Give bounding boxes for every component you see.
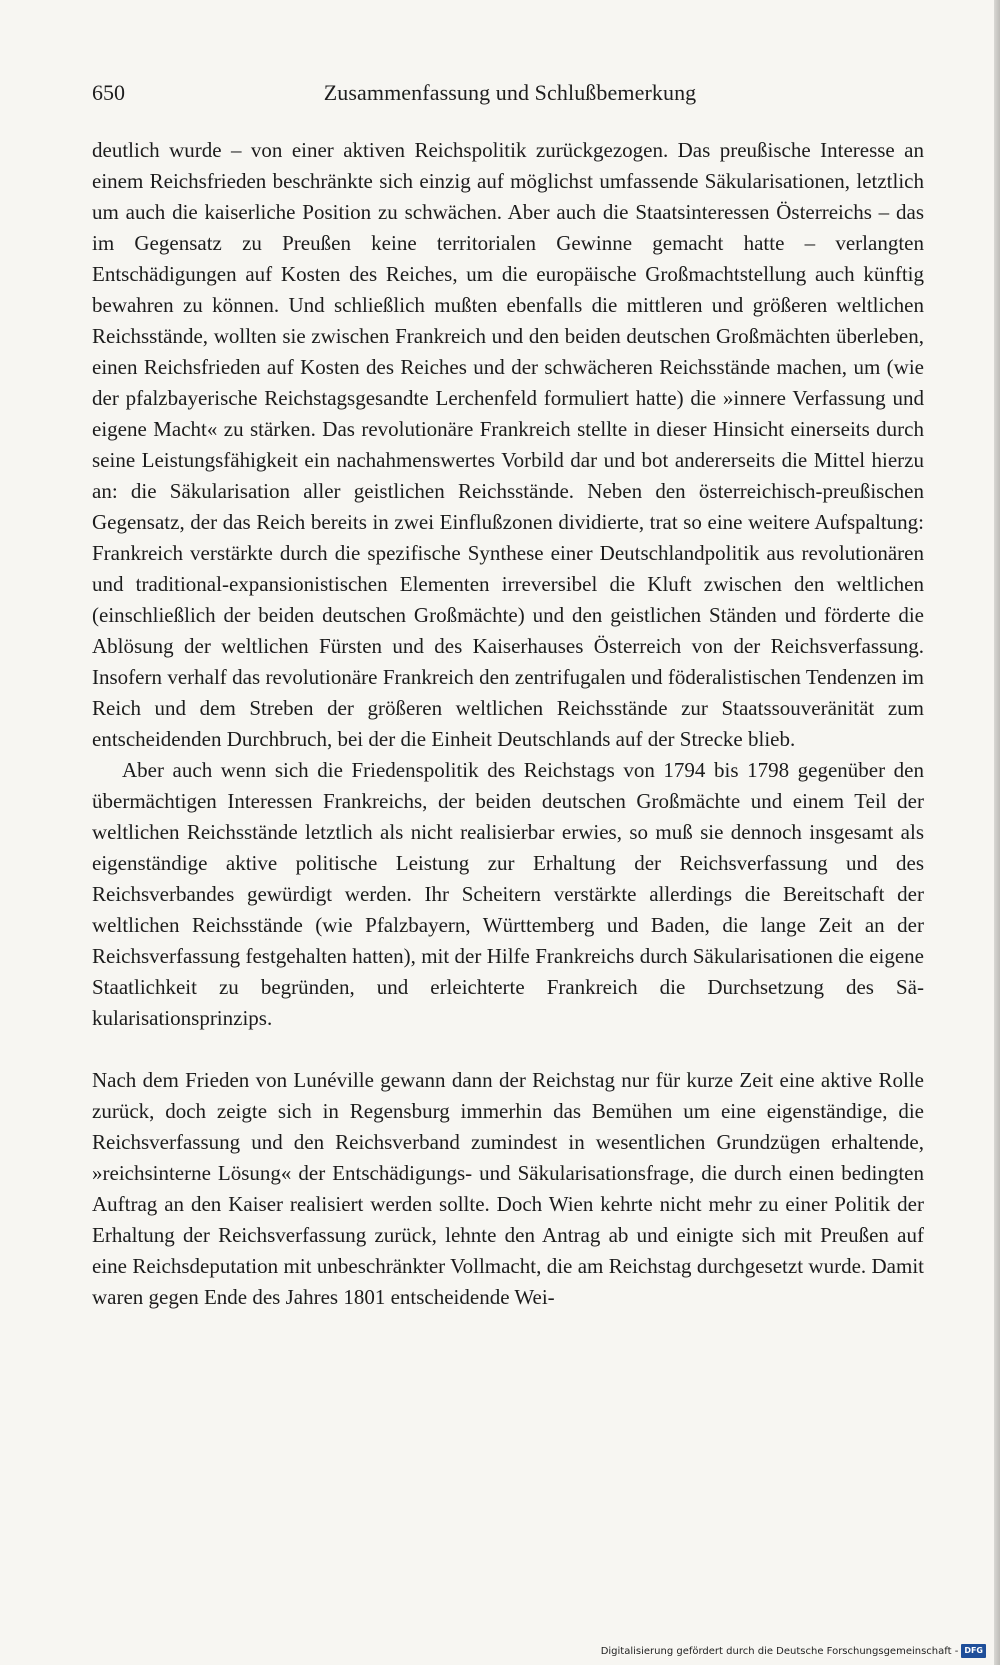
- page-number: 650: [92, 80, 125, 105]
- dfg-logo: DFG: [961, 1644, 986, 1658]
- paragraph-continued: deutlich wurde – von einer aktiven Reichspolitik zurückgezogen. Das preußische Interesse an einem Reichsfrieden beschränkte sich einzig auf möglichst umfassende Säkularisationen, letztlich um auch die kaiserliche Position zu schwächen. Aber auch die Staatsinteressen Österreichs – das im Gegensatz zu Preußen keine territorialen Gewinne gemacht hatte – verlangten Entschädigungen auf Kosten des Reiches, um die europäische Großmachtstellung auch künftig bewahren zu können. Und schließlich mußten ebenfalls die mittleren und größeren weltlichen Reichsstände, wollten sie zwischen Frankreich und den beiden deutschen Großmächten überleben, einen Reichsfrieden auf Kosten des Reiches und der schwächeren Reichsstände machen, um (wie der pfalzbayerische Reichstagsgesandte Lerchenfeld formuliert hatte) die »innere Verfassung und eigene Macht« zu stärken. Das revolutionäre Frankreich stellte in dieser Hinsicht einerseits durch seine Leistungsfähigkeit ein nachahmenswertes Vorbild dar und bot andererseits die Mittel hierzu an: die Säkularisation aller geistlichen Reichsstände. Neben den österreichisch-preußischen Gegensatz, der das Reich bereits in zwei Einflußzonen dividierte, trat so eine weitere Aufspaltung: Frankreich verstärkte durch die spezifische Synthese einer Deutschlandpolitik aus revolutionären und traditional-expansionistischen Elementen irreversibel die Kluft zwischen den weltlichen (einschließlich der beiden deutschen Großmächte) und den geistlichen Ständen und förderte die Ablösung der weltlichen Fürsten und des Kaiserhauses Österreich von der Reichsverfassung. Insofern verhalf das revolutionäre Frankreich den zentrifugalen und föderalistischen Tendenzen im Reich und dem Streben der größeren weltlichen Reichsstände zur Staatssouveränität zum entscheidenden Durchbruch, bei der die Einheit Deutschlands auf der Strecke blieb.: [92, 138, 924, 751]
- page-header: [92, 80, 928, 112]
- body-text: [92, 135, 924, 1313]
- running-head: Zusammenfassung und Schlußbemerkung: [323, 80, 697, 105]
- page-edge: [994, 0, 1000, 1665]
- credit-text: Digitalisierung gefördert durch die Deutsche Forschungsgemeinschaft -: [600, 1645, 959, 1657]
- paragraph: Aber auch wenn sich die Friedenspolitik des Reichstags von 1794 bis 1798 gegenüber den übermächtigen Interessen Frankreichs, der beiden deutschen Großmächte und einem Teil der weltlichen Reichsstände letztlich als nicht realisierbar erwies, so muß sie dennoch insgesamt als eigenständige aktive politische Leistung zur Erhaltung der Reichsverfassung und des Reichsverbandes gewürdigt werden. Ihr Scheitern verstärkte allerdings die Bereitschaft der weltlichen Reichsstände (wie Pfalzbayern, Württemberg und Baden, die lange Zeit an der Reichsverfassung festgehalten hatten), mit der Hilfe Frankreichs durch Säkularisationen die eigene Staatlichkeit zu begründen, und erleichterte Frankreich die Durchsetzung des Säkularisationsprinzips.: [92, 758, 924, 1030]
- paragraph: Nach dem Frieden von Lunéville gewann dann der Reichstag nur für kurze Zeit eine aktive Rolle zurück, doch zeigte sich in Regensburg immerhin das Bemühen um eine eigenständige, die Reichsverfassung und den Reichsverband zumindest in wesentlichen Grundzügen erhaltende, »reichsinterne Lösung« der Entschädigungs- und Säkularisationsfrage, die durch einen bedingten Auftrag an den Kaiser realisiert werden sollte. Doch Wien kehrte nicht mehr zu einer Politik der Erhaltung der Reichsverfassung zurück, lehnte den Antrag ab und einigte sich mit Preußen auf eine Reichsdeputation mit unbeschränkter Vollmacht, die am Reichstag durchgesetzt wurde. Damit waren gegen Ende des Jahres 1801 entscheidende Wei-: [92, 1068, 924, 1309]
- digitization-credit: [601, 1643, 986, 1659]
